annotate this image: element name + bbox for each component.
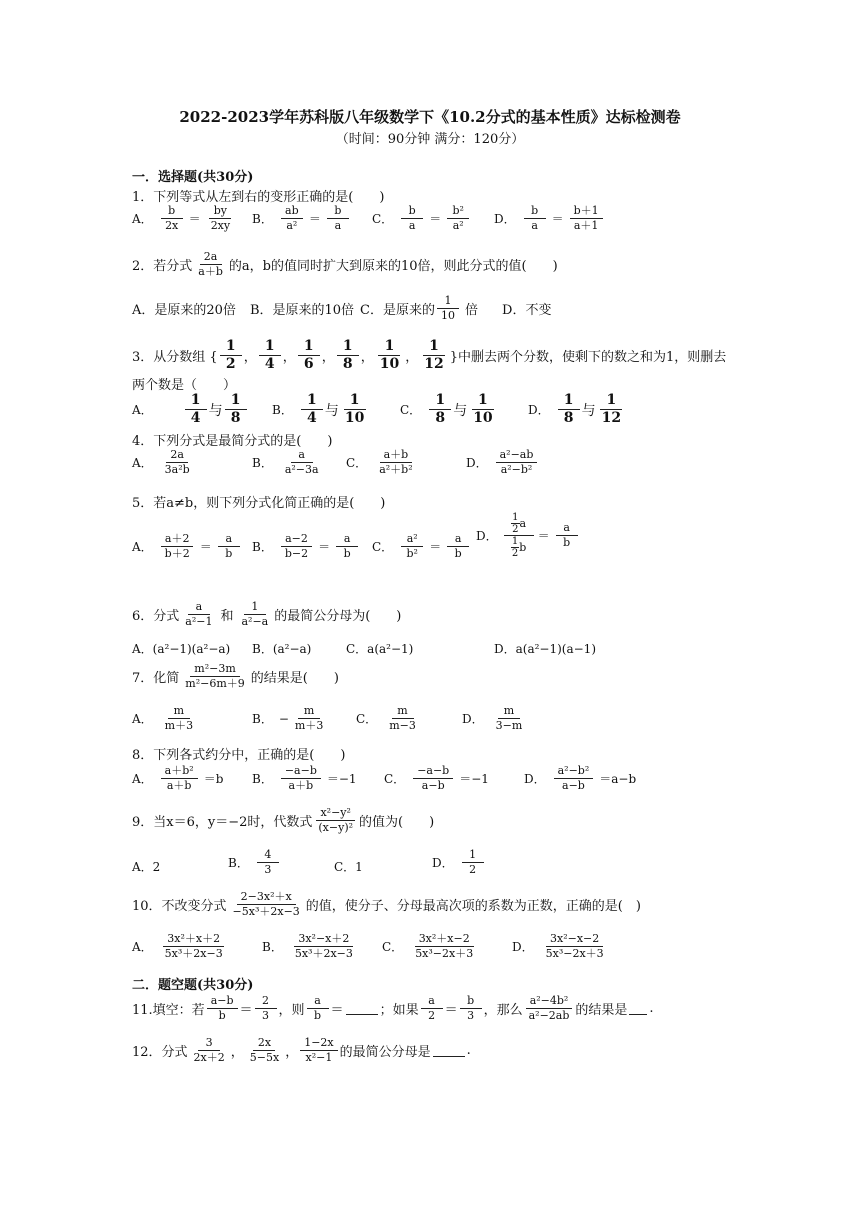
question-text: 7．化简	[132, 671, 180, 686]
q10-option-d	[512, 932, 610, 961]
fraction-numerator: 1	[462, 848, 484, 863]
fraction-denominator: b	[563, 536, 571, 549]
fraction-numerator: 2a	[166, 448, 188, 463]
q8-option-b	[252, 764, 357, 793]
fraction-numerator: a²−4b²	[526, 994, 573, 1009]
fraction-denominator: 12	[601, 410, 622, 426]
fraction-denominator: 3	[264, 863, 272, 876]
fraction-numerator: 1	[301, 392, 323, 410]
q6-option-d: D．a(a²−1)(a−1)	[494, 642, 597, 656]
fraction-numerator: 1	[429, 392, 451, 410]
fraction-denominator: a＋b	[166, 779, 192, 792]
fraction-numerator: m	[298, 704, 320, 719]
result-text: ＝−1	[459, 772, 489, 786]
fraction-denominator: b	[314, 1009, 322, 1022]
fraction-numerator: 2−3x²＋x	[237, 890, 296, 905]
fraction-denominator: a	[334, 219, 342, 232]
option-label: C．	[384, 772, 406, 786]
fraction-denominator: 10	[473, 410, 493, 426]
connector-text: 与	[453, 402, 468, 419]
fraction-numerator: 1	[244, 600, 266, 615]
mini-numerator: 1	[511, 536, 519, 547]
fraction-denominator: m−3	[389, 719, 416, 732]
fraction-denominator: a²	[452, 219, 464, 232]
answer-blank-1[interactable]	[346, 1002, 378, 1015]
question-1-stem: 1．下列等式从左到右的变形正确的是( )	[132, 190, 385, 205]
option-label: C．	[382, 940, 404, 954]
equals-sign: ＝	[444, 1003, 458, 1018]
equals-sign: ＝	[330, 1003, 344, 1018]
fraction-numerator: m	[392, 704, 414, 719]
question-text: 的最简公分母为( )	[274, 609, 402, 624]
fraction-numerator: 1	[220, 338, 242, 356]
fraction-numerator: b	[161, 204, 183, 219]
q7-option-c	[356, 704, 422, 733]
question-4-stem: 4．下列分式是最简分式的是( )	[132, 434, 333, 449]
fraction-denominator: 4	[264, 356, 275, 372]
connector-text: 与	[324, 402, 339, 419]
fraction-numerator: 1−2x	[300, 1036, 337, 1051]
sign: −	[278, 711, 289, 726]
fraction-denominator: a	[408, 219, 416, 232]
q1-option-c: C． $\frac{b}{a}$ ＝ $\frac{\text{b²}}{\text{a²}}$	[372, 204, 471, 233]
fraction-numerator: −a−b	[281, 764, 321, 779]
fraction-numerator: a²−b²	[554, 764, 594, 779]
fraction-numerator: 1	[298, 338, 320, 356]
fraction-numerator: m²−3m	[190, 662, 240, 677]
q5-option-b: B． $\frac{a-2}{b-2}$ ＝ $\frac{a}{b}$	[252, 532, 360, 561]
q4-option-b	[252, 448, 325, 477]
option-label: B．	[252, 212, 273, 226]
question-text: 10．不改变分式	[132, 899, 227, 914]
fraction-numerator: 3x²−x−2	[546, 932, 603, 947]
q3-option-d	[528, 392, 627, 427]
mini-denominator: 2	[511, 548, 519, 559]
question-text: 的结果是	[575, 1003, 628, 1018]
question-6-stem	[132, 600, 401, 629]
q2-options	[132, 294, 551, 323]
q5-option-a: A． $\frac{a+2}{b+2}$ ＝ $\frac{a}{b}$	[132, 532, 242, 561]
q2-option-c	[360, 294, 478, 323]
question-12	[132, 1036, 471, 1065]
fraction-denominator: 10	[379, 356, 400, 372]
q5-option-c: C． $\frac{\text{a²}}{\text{b²}}$ ＝ $\frac{a}{b}$	[372, 532, 471, 561]
option-label: D．	[476, 529, 498, 543]
q3-option-c	[400, 392, 499, 427]
fraction-numerator: 1	[423, 338, 445, 356]
fraction-denominator: 2x	[165, 219, 179, 232]
question-text: .	[466, 1043, 471, 1058]
fraction-denominator: b	[343, 547, 351, 560]
fraction-denominator: 2	[469, 863, 477, 876]
option-label: D．	[466, 456, 488, 470]
option-label: B．	[262, 940, 283, 954]
fraction-denominator: 5x³−2x＋3	[545, 947, 604, 960]
question-text: 的值，使分子、分母最高次项的系数为正数，正确的是( )	[305, 899, 641, 914]
question-text: .	[649, 1001, 654, 1016]
q1-option-d: D． $\frac{b}{a}$ ＝ $\frac{b+1}{a+1}$	[494, 204, 605, 233]
fraction-denominator: a−b	[562, 779, 585, 792]
fraction-numerator: a	[556, 521, 578, 536]
fraction-denominator: 12	[424, 356, 444, 372]
fraction-denominator: 2xy	[210, 219, 231, 232]
fraction-numerator: a	[447, 532, 469, 547]
q9-option-a: A．2	[132, 860, 161, 874]
fraction-numerator: b＋1	[570, 204, 603, 219]
option-label: D．	[524, 772, 546, 786]
fraction-numerator: 1	[437, 294, 459, 309]
fraction-denominator: a＋b	[198, 265, 223, 278]
question-11	[132, 994, 654, 1023]
fraction-numerator: m	[168, 704, 190, 719]
section-heading-fill: 二．题空题(共30分)	[132, 978, 254, 993]
q2-option-d: D．不变	[502, 303, 552, 318]
fraction-denominator: 8	[435, 410, 446, 426]
q9-option-d	[432, 848, 486, 877]
complex-fraction	[504, 512, 534, 559]
fraction-numerator: a	[218, 532, 240, 547]
fraction-denominator: a²−2ab	[528, 1009, 570, 1022]
fraction-denominator: 10	[344, 410, 365, 426]
q2-option-a: A．是原来的20倍	[132, 303, 236, 318]
fraction-denominator: b	[218, 1009, 226, 1022]
option-label: C．	[372, 212, 394, 226]
fraction-denominator: 10	[441, 309, 455, 322]
fraction-denominator: m＋3	[164, 719, 194, 732]
q3-option-b	[272, 392, 370, 427]
fraction-denominator: 5x³＋2x−3	[294, 947, 353, 960]
fraction-numerator: b	[401, 204, 423, 219]
fraction-numerator: a²	[401, 532, 423, 547]
fraction-numerator: b	[327, 204, 349, 219]
question-3-line2: 两个数是（ ）	[132, 378, 237, 393]
q10-option-b	[262, 932, 359, 961]
question-text: 的最简公分母是	[339, 1045, 431, 1060]
option-label: A．	[132, 212, 153, 226]
fraction-denominator: 8	[342, 356, 353, 372]
fraction-numerator: ab	[281, 204, 303, 219]
result-text: ＝−1	[326, 772, 357, 786]
fraction-numerator: 3	[198, 1036, 220, 1051]
q7-option-a	[132, 704, 199, 733]
question-text: 12．分式	[132, 1045, 188, 1060]
option-label: B．	[228, 856, 249, 870]
fraction-numerator: x²−y²	[316, 806, 354, 821]
fraction-denominator: a²＋b²	[379, 463, 413, 476]
q2-option-b: B．是原来的10倍	[249, 303, 355, 318]
separator: ，	[285, 1045, 299, 1060]
fraction-numerator: 1	[344, 392, 366, 410]
option-label: B．	[252, 540, 273, 554]
fraction-numerator: a＋b	[380, 448, 413, 463]
fraction-numerator: 1	[378, 338, 400, 356]
fraction-denominator: a−b	[421, 779, 445, 792]
option-label: D．	[528, 403, 550, 417]
fraction-denominator: 4	[190, 410, 201, 426]
section-heading-choice: 一．选择题(共30分)	[132, 170, 254, 185]
q6-option-b: B．(a²−a)	[252, 642, 312, 656]
fraction-numerator: a	[188, 600, 210, 615]
result-text: ＝b	[203, 772, 224, 786]
question-text: 6．分式	[132, 609, 180, 624]
fraction-numerator: 1	[472, 392, 494, 410]
question-text: 9．当x＝6，y＝−2时，代数式	[132, 815, 313, 830]
fraction-numerator: a	[291, 448, 313, 463]
separator: ，	[230, 1045, 244, 1060]
question-text: 2．若分式	[132, 259, 193, 274]
q3-option-a	[132, 392, 249, 427]
fraction-denominator: m²−6m＋9	[185, 677, 245, 690]
fraction-numerator: a²−ab	[496, 448, 538, 463]
connector-text: 与	[208, 402, 223, 419]
option-label: D．	[512, 940, 534, 954]
fraction-denominator: 3a²b	[164, 463, 190, 476]
equals-sign: ＝	[239, 1003, 253, 1018]
q1-option-b: B． $\frac{ab}{\text{a²}}$ ＝ $\frac{b}{a}$	[252, 204, 351, 233]
option-label: A．	[132, 456, 153, 470]
fraction-denominator: 3	[467, 1009, 475, 1022]
q4-option-c	[346, 448, 419, 477]
fraction-denominator: a²−3a	[284, 463, 319, 476]
q5-option-d: D． $\frac{1}{2}$ a $\frac{1}{2}$ b ＝ $\frac{a}{b}$	[476, 512, 580, 559]
variable: b	[519, 540, 527, 554]
fraction-denominator: (x−y)²	[318, 821, 354, 834]
fraction-numerator: b	[524, 204, 546, 219]
q8-option-d	[524, 764, 636, 793]
fraction-numerator: 3x²＋x＋2	[163, 932, 224, 947]
fraction-numerator: a	[421, 994, 443, 1009]
fraction-numerator: 3x²＋x−2	[415, 932, 474, 947]
question-text: 的值为( )	[359, 815, 435, 830]
option-label: B．	[272, 403, 293, 417]
fraction-denominator: 2	[428, 1009, 436, 1022]
fraction-denominator: a²	[286, 219, 298, 232]
q9-option-c: C．1	[334, 860, 363, 874]
q8-option-a	[132, 764, 223, 793]
fraction-denominator: 5x³−2x＋3	[415, 947, 474, 960]
option-label: B．	[252, 772, 273, 786]
q9-option-b	[228, 848, 281, 877]
fraction-denominator: x²−1	[305, 1051, 333, 1064]
question-text: ，那么	[483, 1003, 523, 1018]
question-9-stem	[132, 806, 434, 835]
fraction-numerator: b²	[447, 204, 469, 219]
answer-blank-2[interactable]	[629, 1002, 647, 1015]
page-title: 2022-2023学年苏科版八年级数学下《10.2分式的基本性质》达标检测卷	[179, 108, 681, 126]
question-8-stem: 8．下列各式约分中，正确的是( )	[132, 748, 346, 763]
fraction-numerator: 2x	[253, 1036, 275, 1051]
fraction-denominator: b＋2	[164, 547, 190, 560]
fraction-numerator: b	[460, 994, 482, 1009]
option-label: B．	[252, 712, 273, 726]
q4-option-d	[466, 448, 539, 477]
fraction-numerator: 1	[259, 338, 281, 356]
page-subtitle: （时间：90分钟 满分：120分）	[335, 132, 525, 147]
question-text: 的结果是( )	[250, 671, 339, 686]
fraction-numerator: 1	[337, 338, 359, 356]
fraction-denominator: 8	[563, 410, 574, 426]
fraction-denominator: 4	[306, 410, 317, 426]
q8-option-c	[384, 764, 489, 793]
mini-numerator: 1	[512, 512, 519, 523]
fraction-numerator: 1	[225, 392, 247, 410]
option-text: C．是原来的	[360, 303, 435, 318]
question-3-stem: 3．从分数组 { $\frac{1}{2}$ ， $\frac{1}{4}$ ， $\frac{1}{6}$ ， $\frac{1}{8}$ ， $\frac{1}{10}$ ， $\frac{1}{12}$ }中删去两个分数，使剩下的数之和为1，则删去	[132, 338, 727, 372]
question-text: 的a，b的值同时扩大到原来的10倍，则此分式的值( )	[228, 259, 558, 274]
q10-option-a	[132, 932, 229, 961]
q7-option-d	[462, 704, 528, 733]
fraction-numerator: by	[209, 204, 231, 219]
question-10-stem	[132, 890, 641, 919]
option-label: B．	[252, 456, 273, 470]
fraction-numerator: a＋b²	[161, 764, 198, 779]
fraction-denominator: b−2	[284, 547, 309, 560]
fraction-numerator: a	[336, 532, 358, 547]
fraction-denominator: a²−b²	[500, 463, 533, 476]
fraction-numerator: a	[307, 994, 329, 1009]
fraction-numerator: m	[498, 704, 520, 719]
question-7-stem	[132, 662, 339, 691]
connector-text: 与	[581, 402, 596, 419]
fraction-denominator: 8	[230, 410, 241, 426]
fraction-denominator: 5−5x	[249, 1051, 280, 1064]
fraction-denominator: a＋1	[573, 219, 599, 232]
option-label: C．	[346, 456, 368, 470]
fraction-denominator: 3−m	[495, 719, 523, 732]
option-text: 倍	[465, 303, 479, 318]
question-text: 11.填空：若	[132, 1003, 205, 1018]
fraction-numerator: 1	[558, 392, 580, 410]
fraction-denominator: −5x³＋2x−3	[232, 905, 300, 918]
option-label: A．	[132, 940, 153, 954]
option-label: D．	[494, 212, 516, 226]
fraction-denominator: b	[454, 547, 462, 560]
fraction-numerator: 4	[257, 848, 279, 863]
question-5-stem: 5．若a≠b，则下列分式化简正确的是( )	[132, 496, 386, 511]
fraction-numerator: 1	[600, 392, 622, 410]
fraction-denominator: 3	[262, 1009, 270, 1022]
fraction-denominator: a²−a	[241, 615, 269, 628]
fraction-denominator: 5x³＋2x−3	[164, 947, 223, 960]
fraction-numerator: a−b	[207, 994, 238, 1009]
question-text: 3．从分数组 {	[132, 350, 218, 365]
question-text: }中删去两个分数，使剩下的数之和为1，则删去	[449, 350, 727, 365]
question-text: ；如果	[379, 1003, 419, 1018]
fraction-denominator: 2x＋2	[193, 1051, 225, 1064]
fraction-denominator: a＋b	[288, 779, 314, 792]
fraction-numerator: −a−b	[413, 764, 453, 779]
fraction-numerator: 3x²−x＋2	[294, 932, 353, 947]
q7-option-b	[252, 704, 329, 733]
fraction-denominator: m＋3	[294, 719, 324, 732]
fraction-denominator: a²−1	[185, 615, 213, 628]
option-label: A．	[132, 772, 153, 786]
fraction-numerator: 2	[255, 994, 277, 1009]
fraction-denominator: a	[531, 219, 538, 232]
option-label: A．	[132, 403, 153, 417]
q10-option-c	[382, 932, 479, 961]
option-label: D．	[432, 856, 454, 870]
fraction-denominator: 2	[225, 356, 236, 372]
question-2-stem	[132, 250, 558, 279]
fraction-denominator: b²	[406, 547, 418, 560]
mini-denominator: 2	[512, 524, 519, 535]
option-label: D．	[462, 712, 484, 726]
q6-option-c: C．a(a²−1)	[346, 642, 414, 656]
option-label: C．	[356, 712, 378, 726]
fraction-denominator: 6	[303, 356, 314, 372]
question-text: ，则	[278, 1003, 305, 1018]
result-text: ＝a−b	[599, 772, 637, 786]
option-label: A．	[132, 712, 153, 726]
fraction-numerator: 2a	[200, 250, 222, 265]
q1-option-a: A． $\frac{b}{2x}$ ＝ $\frac{by}{2xy}$	[132, 204, 236, 233]
question-text: 和	[220, 609, 234, 624]
answer-blank[interactable]	[433, 1044, 465, 1057]
fraction-denominator: b	[225, 547, 233, 560]
q4-option-a	[132, 448, 196, 477]
q6-option-a: A．(a²−1)(a²−a)	[132, 642, 231, 656]
fraction-numerator: 1	[185, 392, 207, 410]
fraction-numerator: a＋2	[161, 532, 194, 547]
option-label: A．	[132, 540, 153, 554]
variable: a	[519, 516, 527, 530]
option-label: C．	[400, 403, 422, 417]
fraction-numerator: a−2	[281, 532, 312, 547]
option-label: C．	[372, 540, 394, 554]
